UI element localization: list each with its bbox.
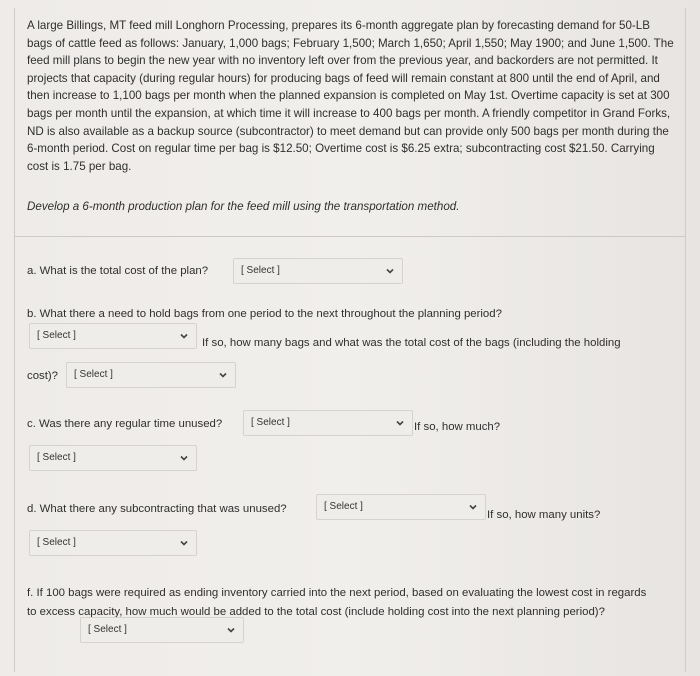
question-f-select[interactable] [80,617,244,643]
chevron-down-icon [179,331,189,341]
question-f-select-value: [ Select ] [88,624,127,635]
question-b-text: b. What there a need to hold bags from one period to the next throughout the planning period? [27,308,502,320]
question-c-select-1[interactable] [243,410,413,436]
task-instruction: Develop a 6-month production plan for the feed mill using the transportation method. [27,200,460,213]
chevron-down-icon [395,418,405,428]
question-b-followup-end: cost)? [27,370,59,382]
question-c-select-2[interactable] [29,445,197,471]
question-b-select-1-value: [ Select ] [37,330,76,341]
question-c-select-2-value: [ Select ] [37,452,76,463]
question-b-followup: If so, how many bags and what was the total cost of the bags (including the holding [202,337,621,349]
question-b-select-1[interactable] [29,323,197,349]
question-c-followup: If so, how much? [414,421,501,433]
problem-statement: A large Billings, MT feed mill Longhorn Processing, prepares its 6-month aggregate plan by forecasting demand for 50-LB bags of cattle feed as follows: January, 1,000 bags; February 1,500; March 1,650; April 1,550; May 1900; and June 1,500. The feed mill plans to begin the new year with no inventory left over from the previous year, and backorders are not permitted. It projects that capacity (during regular hours) for producing bags of feed will remain constant at 800 until the end of April, and then increase to 1,100 bags per month when the planned expansion is completed on May 1st. Overtime capacity is set at 300 bags per month until the expansion, at which time it will increase to 400 bags per month. A friendly competitor in Grand Forks, ND is also available as a backup source (subcontractor) to meet demand but can provide only 500 bags per month during the 6-month period. Cost on regular time per bag is $12.50; Overtime cost is $6.25 extra; subcontracting cost $21.50. Carrying cost is 1.75 per bag. [27,19,674,173]
chevron-down-icon [218,370,228,380]
chevron-down-icon [385,266,395,276]
section-divider [14,236,685,237]
question-d-text: d. What there any subcontracting that was unused? [27,503,287,515]
chevron-down-icon [468,502,478,512]
question-d-select-2[interactable] [29,530,197,556]
question-c-select-1-value: [ Select ] [251,417,290,428]
chevron-down-icon [179,453,189,463]
chevron-down-icon [226,625,236,635]
question-a-select-value: [ Select ] [241,265,280,276]
question-d-followup: If so, how many units? [487,509,601,521]
question-d-select-1-value: [ Select ] [324,501,363,512]
question-f-text: f. If 100 bags were required as ending inventory carried into the next period, based on evaluating the lowest cost in regards to excess capacity, how much would be added to the total cost (include holding cost into the next planning period)? [27,587,647,618]
question-d-select-2-value: [ Select ] [37,537,76,548]
question-a-text: a. What is the total cost of the plan? [27,265,209,277]
question-c-text: c. Was there any regular time unused? [27,418,223,430]
question-b-select-2-value: [ Select ] [74,369,113,380]
chevron-down-icon [179,538,189,548]
question-d-select-1[interactable] [316,494,486,520]
question-b-select-2[interactable] [66,362,236,388]
question-a-select[interactable] [233,258,403,284]
